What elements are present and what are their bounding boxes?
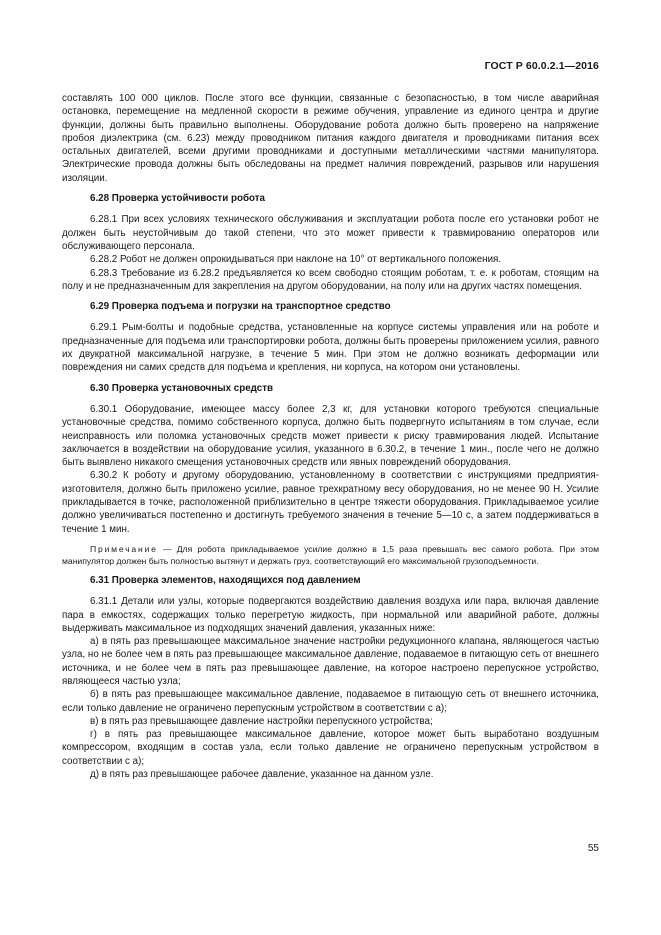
list-item: а) в пять раз превышающее максимальное значение настройки редукционного клапана, являющегося частью узла, но не более чем в пять раз превышающее максимальное давление, подаваемое в питающую сеть от внешнего источника, и не более чем в пять раз превышающее давление, на которое настроено перепускное устройство, являющееся частью узла;	[62, 636, 599, 687]
note-label: Примечание	[90, 543, 158, 554]
page-content	[62, 92, 599, 781]
document-header: ГОСТ Р 60.0.2.1—2016	[484, 60, 599, 72]
paragraph: 6.28.2 Робот не должен опрокидываться при наклоне на 10° от вертикального положения.	[90, 254, 502, 266]
paragraph: 6.31.1 Детали или узлы, которые подвергаются воздействию давления воздуха или пара, включая давление пара в емкостях, содержащих только перегретую жидкость, при нормальной или аварийной работе, должны выдерживать максимальное из подходящих значений давления, указанных ниже:	[62, 596, 599, 634]
paragraph: 6.29.1 Рым-болты и подобные средства, установленные на корпусе системы управления или на роботе и предназначенные для подъема или транспортировки робота, должны быть проверены приложением усилия, равного их двукратной максимальной нагрузке, в течение 5 мин. При этом не должно возникать деформации или повреждения ни самих средств для подъема и крепления, ни корпуса, на котором они установлены.	[62, 322, 599, 374]
paragraph: 6.30.1 Оборудование, имеющее массу более 2,3 кг, для установки которого требуются специальные установочные средства, помимо собственного корпуса, должно быть подвергнуто испытаниям в том случае, если неисправность или поломка установочных средств может привести к риску травмирования людей. Испытание заключается в воздействии на оборудование усилия, указанного в 6.30.2, в течение 1 мин., после чего не должно быть выявлено никакого смещения установочных средств или явных повреждений оборудования.	[62, 403, 599, 469]
section-heading: 6.29 Проверка подъема и погрузки на транспортное средство	[90, 301, 391, 313]
paragraph: составлять 100 000 циклов. После этого все функции, связанные с безопасностью, в том числе аварийная остановка, перемещение на медленной скорости в режиме обучения, управление из единого центра и другие функции, должны быть правильно выполнены. Оборудование робота должно быть проверено на напряжение пробоя диэлектрика (см. 6.23) между проводником питания каждого двигателя и проводниками питания всех остальных двигателей, всеми другими проводниками и доступными металлическими частями манипулятора. Электрические провода должны быть обследованы на предмет наличия повреждений, разрывов или нарушения изоляции.	[62, 93, 599, 184]
section-heading: 6.31 Проверка элементов, находящихся под давлением	[90, 574, 361, 586]
list-item: в) в пять раз превышающее давление настройки перепускного устройства;	[90, 715, 433, 727]
paragraph: 6.28.3 Требование из 6.28.2 предъявляется ко всем свободно стоящим роботам, т. е. к роботам, стоящим на полу и не предназначенным для закрепления на другом оборудовании, на полу или на других частях помещения.	[62, 267, 599, 292]
list-item: г) в пять раз превышающее максимальное давление, которое может быть выработано воздушным компрессором, входящим в состав узла, если только давление не ограничено перепускным устройством в соответствии с а);	[62, 729, 599, 767]
list-item: б) в пять раз превышающее максимальное давление, подаваемое в питающую сеть от внешнего источника, если только давление не ограничено перепускным устройством в соответствии с а);	[62, 689, 599, 714]
list-item: д) в пять раз превышающее рабочее давление, указанное на данном узле.	[90, 769, 434, 781]
note-text: — Для робота прикладываемое усилие должно в 1,5 раза превышать вес самого робота. При этом манипулятор должен быть полностью вытянут и держать груз, соответствующий его максимальной грузоподъемности.	[62, 543, 599, 566]
section-heading: 6.28 Проверка устойчивости робота	[90, 193, 265, 205]
section-heading: 6.30 Проверка установочных средств	[90, 382, 274, 394]
page-number: 55	[587, 843, 599, 854]
paragraph: 6.30.2 К роботу и другому оборудованию, установленному в соответствии с инструкциями предприятия-изготовителя, должно быть приложено усилие, равное трехкратному весу оборудования, но не менее 90 Н. Усилие прикладывается в точке, расположенной приблизительно в центре тяжести оборудования. Прикладываемое усилие должно увеличиваться постепенно и достигнуть требуемого значения в течение 5—10 с, а затем поддерживаться в течение 1 мин.	[62, 470, 599, 535]
paragraph: 6.28.1 При всех условиях технического обслуживания и эксплуатации робота после его установки робот не должен быть неустойчивым до такой степени, что это может привести к травмированию операторов или обслуживающего персонала.	[62, 214, 599, 252]
note	[62, 543, 599, 567]
